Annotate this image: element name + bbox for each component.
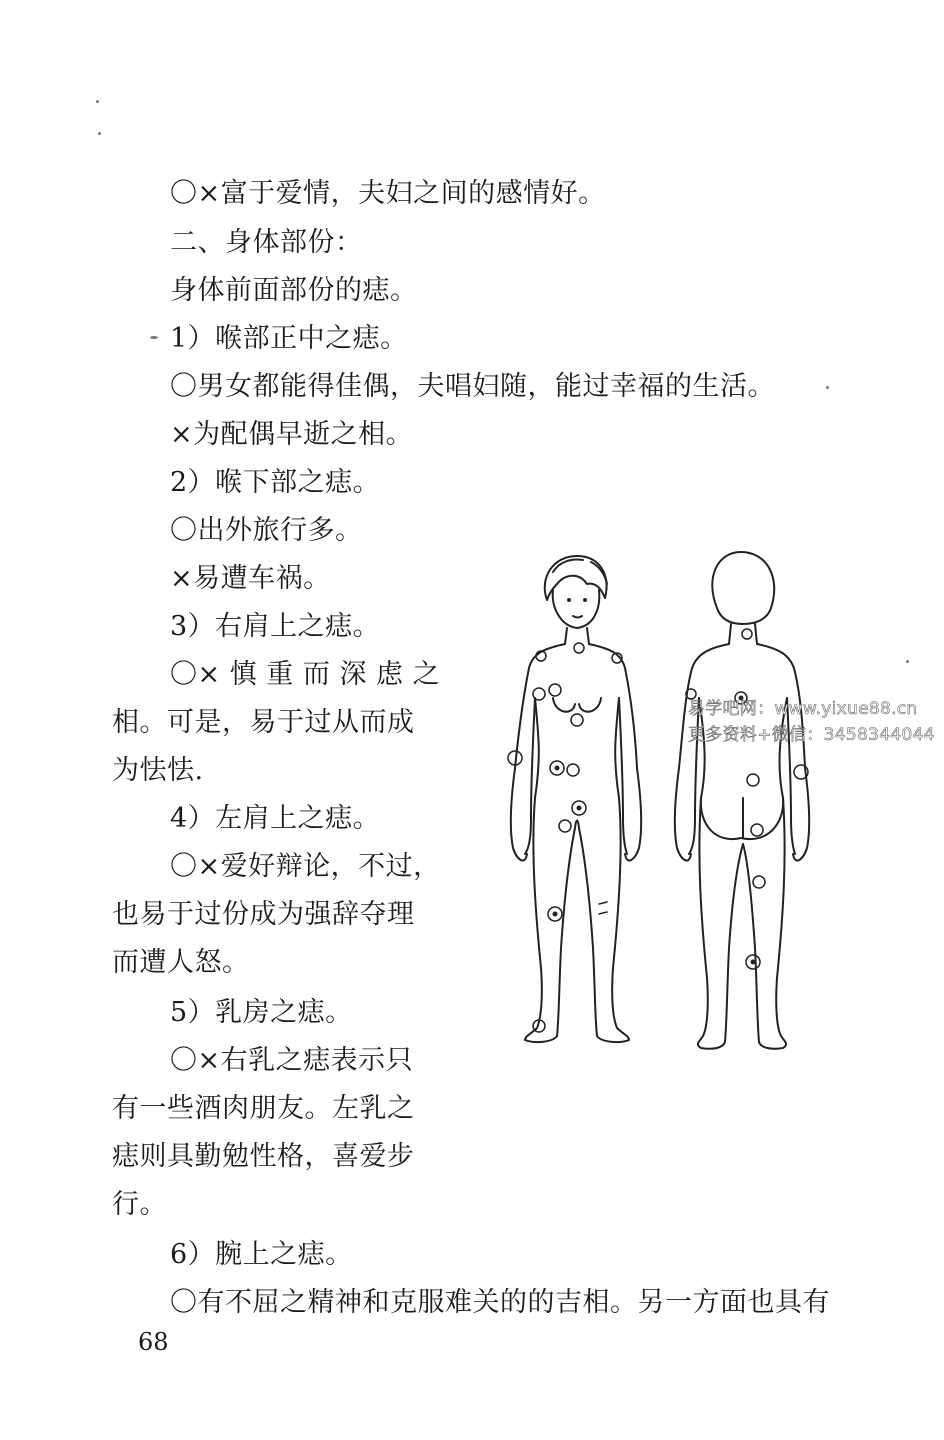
text-line-1: 〇×富于爱情，夫妇之间的感情好。	[170, 178, 606, 209]
section-heading: 二、身体部份：	[170, 227, 363, 258]
item-heading-5: 5）乳房之痣。	[170, 997, 353, 1028]
text-line-11: 〇× 慎 重 而 深 虑 之	[170, 659, 441, 690]
item-heading-2: 2）喉下部之痣。	[170, 467, 381, 498]
scan-speck	[906, 660, 909, 663]
text-line-6: ×为配偶早逝之相。	[170, 419, 414, 450]
body-mole-figure	[495, 548, 825, 1068]
front-figure	[508, 556, 641, 1042]
text-line-19: 〇×右乳之痣表示只	[170, 1045, 414, 1076]
subsection-heading: 身体前面部份的痣。	[170, 275, 418, 306]
item-heading-3: 3）右肩上之痣。	[170, 611, 381, 642]
item-heading-6: 6）腕上之痣。	[170, 1239, 353, 1270]
text-line-17: 而遭人怒。	[112, 947, 250, 978]
item-heading-1: 1）喉部正中之痣。	[170, 323, 408, 354]
text-line-12: 相。可是，易于过从而成	[112, 707, 415, 738]
item-heading-4: 4）左肩上之痣。	[170, 803, 381, 834]
text-line-8: 〇出外旅行多。	[170, 515, 363, 546]
back-figure	[675, 552, 809, 1049]
page-number: 68	[138, 1328, 169, 1356]
text-line-15: 〇×爱好辩论，不过，	[170, 851, 441, 882]
scan-speck	[826, 386, 829, 389]
text-line-13: 为怯怯.	[112, 755, 204, 786]
text-line-21: 痣则具勤勉性格，喜爱步	[112, 1141, 415, 1172]
text-line-9: ×易遭车祸。	[170, 563, 331, 594]
text-line-22: 行。	[112, 1189, 167, 1220]
front-mole-markers	[508, 643, 622, 1032]
back-mole-markers	[686, 629, 808, 969]
text-line-5: 〇男女都能得佳偶，夫唱妇随，能过幸福的生活。	[170, 371, 775, 402]
scan-speck	[98, 132, 101, 135]
scan-speck	[96, 100, 99, 103]
text-line-20: 有一些酒肉朋友。左乳之	[112, 1093, 415, 1124]
text-line-16: 也易于过份成为强辞夺理	[112, 899, 415, 930]
scan-speck	[150, 336, 158, 339]
watermark-overlay	[688, 696, 935, 748]
watermark-line-1: 易学吧网：www.yixue88.cn	[688, 699, 918, 719]
text-line-24: 〇有不屈之精神和克服难关的的吉相。另一方面也具有	[170, 1287, 830, 1318]
watermark-line-2: 更多资料+微信：3458344044	[688, 725, 935, 745]
